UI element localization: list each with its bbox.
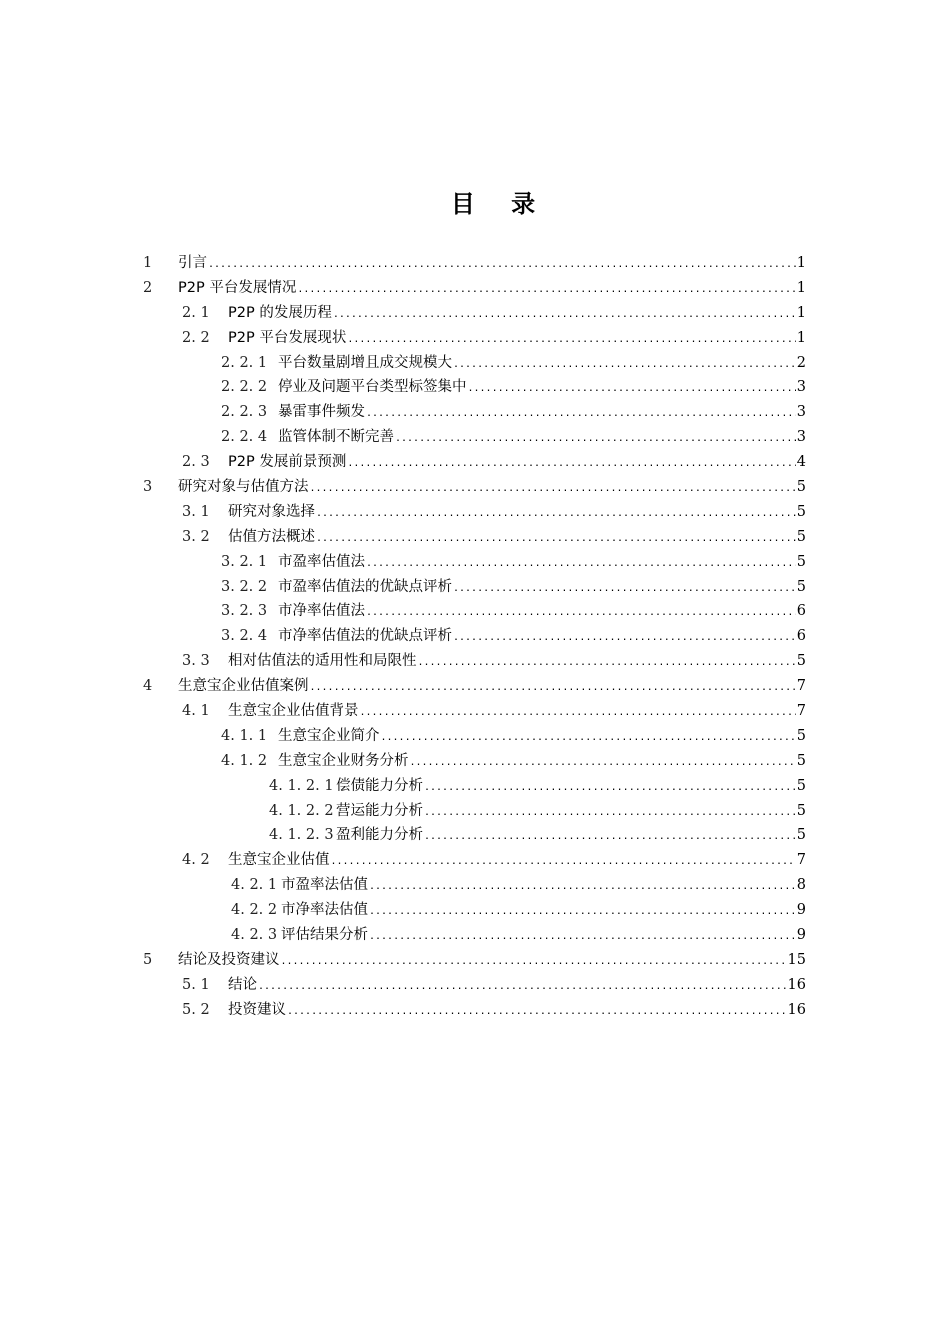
toc-row[interactable] — [143, 724, 806, 749]
toc-section-number: 3. 2. 4 — [221, 628, 268, 645]
toc-entry — [278, 749, 806, 776]
toc-entry — [336, 774, 806, 801]
toc-section-number: 2. 3 — [182, 454, 210, 471]
toc-row[interactable] — [143, 749, 806, 774]
toc-entry-title: 市盈率估值法的优缺点评析 — [278, 578, 452, 595]
table-of-contents — [143, 251, 806, 1023]
toc-leader-dots — [453, 577, 796, 602]
toc-entry — [178, 475, 806, 502]
toc-leader-dots — [424, 776, 796, 801]
toc-leader-dots — [310, 676, 796, 701]
toc-page-number: 16 — [787, 1001, 806, 1018]
toc-entry — [278, 351, 806, 378]
toc-page-number: 5 — [796, 479, 806, 496]
toc-leader-dots — [453, 353, 796, 378]
toc-entry — [281, 898, 806, 925]
toc-leader-dots — [331, 850, 796, 875]
toc-page-number: 5 — [796, 727, 806, 744]
toc-entry — [278, 425, 806, 452]
toc-entry-title: 研究对象与估值方法 — [178, 479, 309, 496]
toc-leader-dots — [369, 900, 796, 925]
toc-row[interactable] — [143, 823, 806, 848]
toc-entry-title: 研究对象选择 — [228, 503, 315, 520]
toc-entry-title: 生意宝企业估值背景 — [228, 703, 359, 720]
toc-row[interactable] — [143, 276, 806, 301]
toc-entry-title: 市净率估值法的优缺点评析 — [278, 628, 452, 645]
toc-leader-dots — [418, 651, 796, 676]
toc-section-number: 2. 2. 4 — [221, 429, 268, 446]
toc-section-number: 4. 1. 2. 1 — [269, 777, 334, 794]
toc-row[interactable] — [143, 400, 806, 425]
toc-section-number: 4. 2. 3 — [231, 927, 278, 944]
toc-page-number: 6 — [796, 603, 806, 620]
toc-leader-dots — [369, 875, 796, 900]
toc-row[interactable] — [143, 301, 806, 326]
toc-page-number: 3 — [796, 429, 806, 446]
toc-section-number: 2. 1 — [182, 304, 210, 321]
toc-page-number: 1 — [796, 329, 806, 346]
toc-row[interactable] — [143, 973, 806, 998]
toc-entry — [178, 276, 806, 303]
toc-entry-title: 营运能力分析 — [336, 802, 423, 819]
toc-row[interactable] — [143, 998, 806, 1023]
toc-row[interactable] — [143, 575, 806, 600]
toc-entry-title: 估值方法概述 — [228, 528, 315, 545]
toc-entry-title: 平台数量剧增且成交规模大 — [278, 354, 452, 371]
toc-entry-title: 市盈率估值法 — [278, 553, 365, 570]
toc-row[interactable] — [143, 599, 806, 624]
toc-page-number: 1 — [796, 304, 806, 321]
toc-page-number: 7 — [796, 852, 806, 869]
toc-row[interactable] — [143, 649, 806, 674]
toc-leader-dots — [381, 726, 796, 751]
toc-section-number: 3. 2. 1 — [221, 553, 268, 570]
toc-section-number: 1 — [143, 255, 153, 271]
toc-leader-dots — [468, 377, 796, 402]
toc-entry-title: P2P 平台发展情况 — [178, 279, 297, 296]
toc-section-number: 4. 1. 2. 2 — [269, 802, 334, 819]
toc-entry — [281, 923, 806, 950]
toc-leader-dots — [424, 801, 796, 826]
toc-leader-dots — [316, 502, 796, 527]
toc-leader-dots — [453, 626, 796, 651]
toc-page-number: 1 — [796, 255, 806, 271]
toc-section-number: 4. 1. 2 — [221, 752, 268, 769]
toc-leader-dots — [410, 751, 796, 776]
toc-entry — [278, 400, 806, 427]
toc-page-number: 15 — [787, 951, 806, 968]
toc-leader-dots — [258, 975, 787, 1000]
toc-page-number: 5 — [796, 503, 806, 520]
toc-leader-dots — [424, 825, 796, 850]
toc-leader-dots — [316, 527, 796, 552]
toc-row[interactable] — [143, 923, 806, 948]
toc-leader-dots — [366, 402, 796, 427]
toc-entry-title: 结论及投资建议 — [178, 951, 280, 968]
toc-section-number: 3. 2. 2 — [221, 578, 268, 595]
toc-entry — [228, 301, 806, 328]
toc-entry — [228, 699, 806, 726]
toc-entry — [281, 873, 806, 900]
toc-section-number: 2. 2. 1 — [221, 354, 268, 371]
toc-entry — [278, 724, 806, 751]
toc-leader-dots — [310, 477, 796, 502]
toc-section-number: 4. 2 — [182, 852, 210, 869]
toc-page-number: 2 — [796, 354, 806, 371]
toc-section-number: 5. 2 — [182, 1001, 210, 1018]
toc-entry — [178, 948, 806, 975]
toc-entry — [278, 599, 806, 626]
toc-row[interactable] — [143, 525, 806, 550]
toc-entry — [228, 998, 806, 1025]
toc-section-number: 4. 2. 2 — [231, 902, 278, 919]
toc-section-number: 4. 1. 1 — [221, 727, 268, 744]
toc-entry — [336, 799, 806, 826]
toc-row[interactable] — [143, 774, 806, 799]
toc-entry — [228, 848, 806, 875]
toc-entry — [228, 973, 806, 1000]
toc-row[interactable] — [143, 500, 806, 525]
toc-section-number: 3 — [143, 479, 153, 496]
toc-leader-dots — [297, 278, 795, 303]
toc-entry — [228, 450, 806, 477]
toc-page-number: 5 — [796, 752, 806, 769]
toc-entry-title: 生意宝企业财务分析 — [278, 752, 409, 769]
toc-leader-dots — [347, 328, 795, 353]
toc-entry-title: 监管体制不断完善 — [278, 429, 394, 446]
toc-page-number: 9 — [796, 902, 806, 919]
toc-entry-title: 市盈率法估值 — [281, 877, 368, 894]
toc-leader-dots — [366, 552, 796, 577]
toc-page-number: 1 — [796, 279, 806, 296]
toc-page-number: 5 — [796, 553, 806, 570]
toc-row[interactable] — [143, 450, 806, 475]
toc-page-number: 8 — [796, 877, 806, 894]
toc-page-number: 16 — [787, 976, 806, 993]
toc-entry — [178, 674, 806, 701]
toc-entry-title: 引言 — [178, 255, 207, 271]
toc-section-number: 4 — [143, 678, 153, 695]
toc-page-number: 3 — [796, 404, 806, 421]
toc-leader-dots — [347, 452, 795, 477]
toc-section-number: 2. 2. 3 — [221, 404, 268, 421]
toc-section-number: 4. 1. 2. 3 — [269, 827, 334, 844]
toc-entry — [278, 550, 806, 577]
toc-row[interactable] — [143, 848, 806, 873]
toc-section-number: 3. 3 — [182, 653, 210, 670]
toc-entry-title: 生意宝企业估值案例 — [178, 678, 309, 695]
toc-row[interactable] — [143, 898, 806, 923]
toc-section-number: 3. 2 — [182, 528, 210, 545]
toc-page-number: 7 — [796, 703, 806, 720]
toc-row[interactable] — [143, 624, 806, 649]
toc-entry — [278, 575, 806, 602]
toc-row[interactable] — [143, 873, 806, 898]
toc-entry-title: 偿债能力分析 — [336, 777, 423, 794]
toc-page-number: 7 — [796, 678, 806, 695]
toc-entry — [278, 375, 806, 402]
toc-row[interactable] — [143, 674, 806, 699]
toc-leader-dots — [395, 427, 796, 452]
toc-row[interactable] — [143, 326, 806, 351]
toc-page-number: 3 — [796, 379, 806, 396]
toc-page-number: 5 — [796, 777, 806, 794]
toc-row[interactable] — [143, 475, 806, 500]
toc-row[interactable] — [143, 799, 806, 824]
toc-entry-title: 结论 — [228, 976, 257, 993]
toc-entry — [228, 649, 806, 676]
toc-row[interactable] — [143, 699, 806, 724]
toc-leader-dots — [281, 950, 787, 975]
toc-section-number: 5. 1 — [182, 976, 210, 993]
toc-entry-title: P2P 的发展历程 — [228, 304, 332, 321]
toc-entry-title: 生意宝企业估值 — [228, 852, 330, 869]
toc-row[interactable] — [143, 550, 806, 575]
toc-entry — [178, 251, 806, 278]
toc-entry-title: 市净率估值法 — [278, 603, 365, 620]
toc-entry-title: 投资建议 — [228, 1001, 286, 1018]
toc-row[interactable] — [143, 375, 806, 400]
toc-section-number: 3. 2. 3 — [221, 603, 268, 620]
toc-section-number: 2. 2 — [182, 329, 210, 346]
toc-entry-title: P2P 平台发展现状 — [228, 329, 347, 346]
toc-entry-title: 相对估值法的适用性和局限性 — [228, 653, 417, 670]
toc-entry-title: P2P 发展前景预测 — [228, 454, 347, 471]
toc-leader-dots — [333, 303, 796, 328]
toc-entry — [228, 525, 806, 552]
toc-entry-title: 评估结果分析 — [281, 927, 368, 944]
toc-entry — [278, 624, 806, 651]
toc-page-number: 6 — [796, 628, 806, 645]
toc-row[interactable] — [143, 425, 806, 450]
toc-page-number: 5 — [796, 827, 806, 844]
toc-entry-title: 市净率法估值 — [281, 902, 368, 919]
toc-leader-dots — [366, 601, 796, 626]
toc-section-number: 2. 2. 2 — [221, 379, 268, 396]
toc-row[interactable] — [143, 251, 806, 276]
toc-entry — [228, 500, 806, 527]
toc-section-number: 3. 1 — [182, 503, 210, 520]
toc-page-number: 5 — [796, 653, 806, 670]
toc-leader-dots — [360, 701, 796, 726]
toc-row[interactable] — [143, 948, 806, 973]
toc-section-number: 4. 1 — [182, 703, 210, 720]
toc-entry — [228, 326, 806, 353]
toc-entry-title: 盈利能力分析 — [336, 827, 423, 844]
toc-row[interactable] — [143, 351, 806, 376]
toc-page-number: 5 — [796, 578, 806, 595]
toc-section-number: 4. 2. 1 — [231, 877, 278, 894]
toc-title: 目 录 — [450, 190, 550, 218]
toc-page-number: 5 — [796, 528, 806, 545]
toc-page-number: 5 — [796, 802, 806, 819]
toc-section-number: 2 — [143, 279, 153, 296]
toc-leader-dots — [287, 1000, 787, 1025]
toc-page-number: 4 — [796, 454, 806, 471]
toc-entry-title: 停业及问题平台类型标签集中 — [278, 379, 467, 396]
toc-entry-title: 暴雷事件频发 — [278, 404, 365, 421]
toc-page-number: 9 — [796, 927, 806, 944]
toc-entry-title: 生意宝企业简介 — [278, 727, 380, 744]
toc-entry — [336, 823, 806, 850]
toc-leader-dots — [369, 925, 796, 950]
toc-section-number: 5 — [143, 951, 153, 968]
toc-leader-dots — [208, 253, 796, 278]
